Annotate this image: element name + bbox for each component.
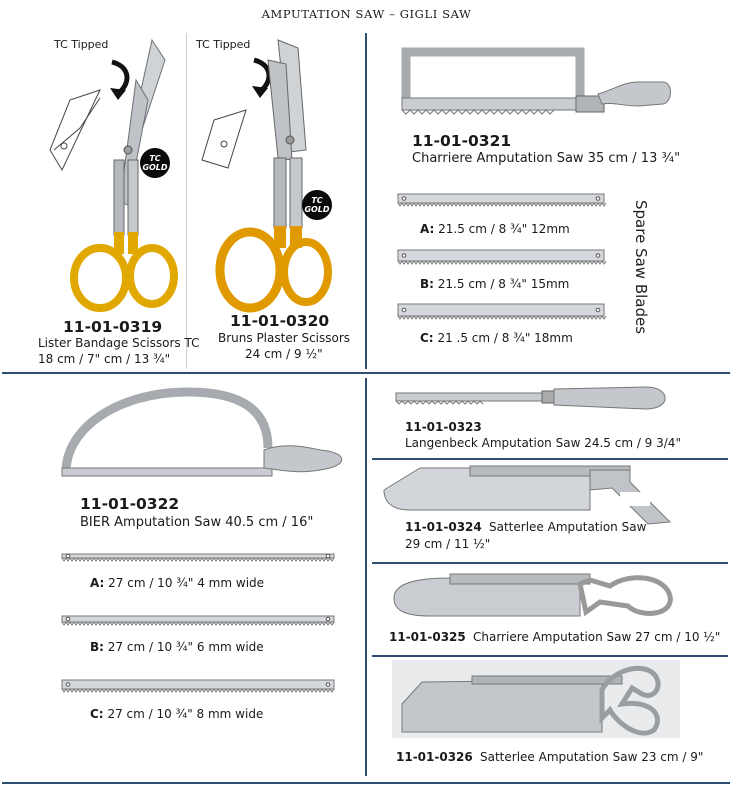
product-code-0323: 11-01-0323 (405, 420, 482, 434)
blade-0321-c: C: 21 .5 cm / 8 ¾" 18mm (420, 331, 573, 345)
product-code-0324: 11-01-0324 (405, 520, 482, 534)
blade-0322-a-image (62, 554, 334, 561)
product-name-0323: Langenbeck Amputation Saw 24.5 cm / 9 3/4" (405, 436, 681, 450)
blade-0321-a-image (398, 194, 606, 206)
divider-horizontal-right-2 (372, 562, 728, 564)
blade-0322-a: A: 27 cm / 10 ¾" 4 mm wide (90, 576, 265, 590)
callout-tc-tipped-0320: TC Tipped (196, 38, 251, 51)
blade-0321-b-image (398, 250, 606, 264)
blade-0321-b: B: 21.5 cm / 8 ¾" 15mm (420, 277, 570, 291)
blade-0322-b: B: 27 cm / 10 ¾" 6 mm wide (90, 640, 264, 654)
tc-gold-badge-0320: TC GOLD (302, 190, 332, 220)
satterlee-saw-image-0324 (380, 462, 680, 524)
divider-horizontal-right-3 (372, 655, 728, 657)
product-code-0321: 11-01-0321 (412, 132, 512, 150)
charriere-saw-image-0321 (398, 42, 678, 122)
product-name-0322: BIER Amputation Saw 40.5 cm / 16" (80, 515, 314, 530)
blade-0321-a: A: 21.5 cm / 8 ¾" 12mm (420, 222, 570, 236)
product-code-0320: 11-01-0320 (230, 312, 330, 330)
charriere-saw-image-0325 (390, 572, 690, 624)
divider-horizontal-right-1 (372, 458, 728, 460)
blade-0322-c: C: 27 cm / 10 ¾" 8 mm wide (90, 707, 264, 721)
langenbeck-saw-image (396, 383, 676, 415)
product-size-0319: 18 cm / 7" cm / 13 ¾" (38, 352, 171, 366)
blade-0321-c-image (398, 304, 606, 319)
product-name-0319: Lister Bandage Scissors TC (38, 336, 200, 350)
spare-saw-blades-label: Spare Saw Blades (632, 200, 650, 335)
blade-0322-c-image (62, 680, 334, 692)
product-code-0322: 11-01-0322 (80, 495, 180, 513)
product-size-0320: 24 cm / 9 ½" (245, 347, 323, 361)
spare-blades-0321 (398, 194, 608, 314)
bruns-scissors-image (198, 40, 343, 315)
divider-horizontal-main (2, 372, 730, 374)
product-name-0325: Charriere Amputation Saw 27 cm / 10 ½" (473, 630, 721, 644)
tc-gold-badge-0319: TC GOLD (140, 148, 170, 178)
bier-blades (62, 550, 337, 700)
divider-horizontal-bottom (2, 782, 730, 784)
product-code-0325: 11-01-0325 (389, 630, 466, 644)
blade-0322-b-image (62, 616, 334, 625)
divider-vertical-left-top (186, 33, 187, 369)
product-code-0326: 11-01-0326 (396, 750, 473, 764)
callout-tc-tipped-0319: TC Tipped (54, 38, 109, 51)
product-name-0324: Satterlee Amputation Saw (489, 520, 647, 534)
satterlee-saw-image-0326 (392, 660, 682, 740)
product-size-0324: 29 cm / 11 ½" (405, 537, 491, 551)
divider-vertical-bottom (365, 378, 367, 776)
bier-saw-image (58, 388, 358, 483)
product-code-0319: 11-01-0319 (63, 318, 163, 336)
lister-scissors-image (40, 40, 180, 315)
divider-vertical-top (365, 33, 367, 369)
page-title: AMPUTATION SAW – GIGLI SAW (261, 7, 472, 21)
product-name-0320: Bruns Plaster Scissors (218, 331, 351, 345)
product-name-0326: Satterlee Amputation Saw 23 cm / 9" (480, 750, 704, 764)
product-name-0321: Charriere Amputation Saw 35 cm / 13 ¾" (412, 151, 681, 166)
